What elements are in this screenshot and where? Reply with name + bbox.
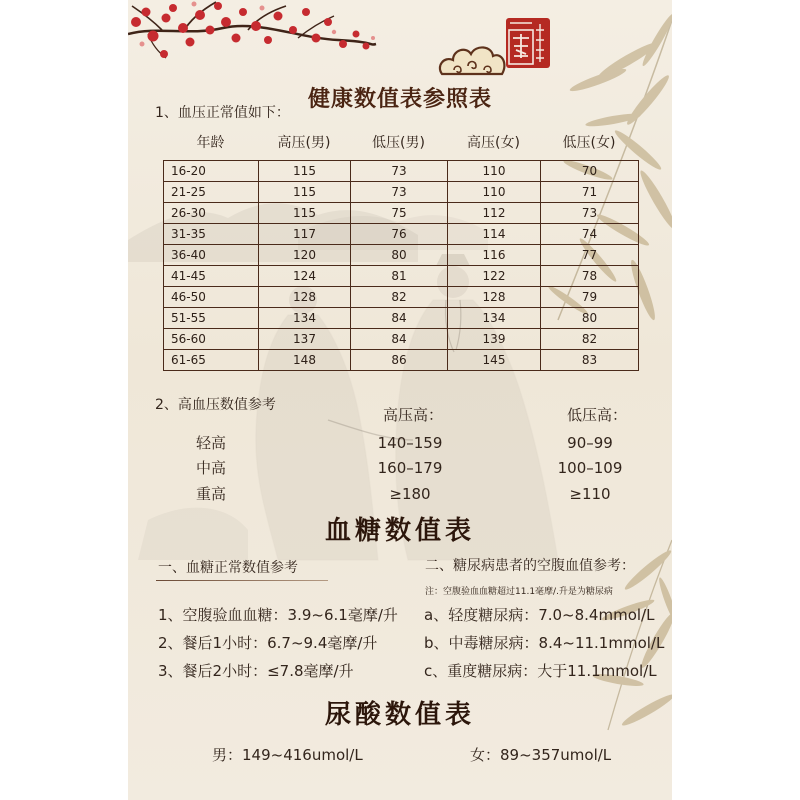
bp-value-cell: 76 xyxy=(351,224,448,245)
bp-value-cell: 145 xyxy=(448,350,541,371)
glucose-normal-heading: 一、血糖正常数值参考 xyxy=(158,560,298,576)
bp-normal-heading: 1、血压正常值如下： xyxy=(155,105,290,121)
bp-value-cell: 81 xyxy=(351,266,448,287)
hypertension-systolic: ≥180 xyxy=(389,485,431,503)
table-row xyxy=(164,224,639,245)
age-range-cell: 21-25 xyxy=(164,182,259,203)
bp-value-cell: 115 xyxy=(259,161,351,182)
bp-value-cell: 73 xyxy=(351,182,448,203)
bp-value-cell: 134 xyxy=(259,308,351,329)
bp-value-cell: 75 xyxy=(351,203,448,224)
age-range-cell: 51-55 xyxy=(164,308,259,329)
cloud-ornament-icon xyxy=(440,47,504,74)
bp-value-cell: 114 xyxy=(448,224,541,245)
bp-value-cell: 71 xyxy=(541,182,639,203)
bp-value-cell: 79 xyxy=(541,287,639,308)
table-row xyxy=(164,266,639,287)
glucose-normal-item: 1、空腹验血血糖：3.9~6.1毫摩/升 xyxy=(158,606,398,624)
hypertension-diastolic: 100–109 xyxy=(557,459,623,477)
uric-acid-male: 男：149~416umol/L xyxy=(212,746,363,764)
table-row xyxy=(164,161,639,182)
diabetes-item: c、重度糖尿病：大于11.1mmol/L xyxy=(424,662,657,680)
heading-underline xyxy=(156,580,328,581)
bp-value-cell: 82 xyxy=(541,329,639,350)
table-row xyxy=(164,329,639,350)
table-row xyxy=(164,203,639,224)
glucose-normal-item: 3、餐后2小时：≤7.8毫摩/升 xyxy=(158,662,354,680)
diabetes-heading: 二、糖尿病患者的空腹血值参考： xyxy=(425,558,635,574)
table-row xyxy=(164,308,639,329)
bp-value-cell: 139 xyxy=(448,329,541,350)
column-header-female-diastolic: 低压(女) xyxy=(562,135,616,151)
bp-value-cell: 134 xyxy=(448,308,541,329)
bp-value-cell: 116 xyxy=(448,245,541,266)
bp-value-cell: 77 xyxy=(541,245,639,266)
diabetes-item: a、轻度糖尿病：7.0~8.4mmol/L xyxy=(424,606,655,624)
systolic-high-header: 高压高： xyxy=(382,406,443,424)
table-row xyxy=(164,245,639,266)
uric-acid-female: 女：89~357umol/L xyxy=(470,746,612,764)
bp-table-body xyxy=(164,161,639,371)
bp-value-cell: 74 xyxy=(541,224,639,245)
hypertension-diastolic: ≥110 xyxy=(569,485,611,503)
bp-value-cell: 124 xyxy=(259,266,351,287)
bp-value-cell: 80 xyxy=(351,245,448,266)
column-header-female-systolic: 高压(女) xyxy=(467,135,520,151)
hypertension-heading: 2、高血压数值参考 xyxy=(155,397,276,413)
bp-value-cell: 84 xyxy=(351,329,448,350)
age-range-cell: 31-35 xyxy=(164,224,259,245)
bp-value-cell: 82 xyxy=(351,287,448,308)
age-range-cell: 16-20 xyxy=(164,161,259,182)
age-range-cell: 26-30 xyxy=(164,203,259,224)
glucose-normal-item: 2、餐后1小时：6.7~9.4毫摩/升 xyxy=(158,634,378,652)
age-range-cell: 61-65 xyxy=(164,350,259,371)
diastolic-high-header: 低压高： xyxy=(566,406,627,424)
bp-value-cell: 86 xyxy=(351,350,448,371)
bp-value-cell: 120 xyxy=(259,245,351,266)
plum-blossom-icon xyxy=(128,2,376,59)
bp-value-cell: 115 xyxy=(259,203,351,224)
table-row xyxy=(164,182,639,203)
diabetes-item: b、中毒糖尿病：8.4~11.1mmol/L xyxy=(424,634,665,652)
bp-value-cell: 73 xyxy=(351,161,448,182)
column-header-age: 年龄 xyxy=(196,135,225,151)
bp-value-cell: 84 xyxy=(351,308,448,329)
hypertension-level: 重高 xyxy=(195,485,226,503)
bp-value-cell: 137 xyxy=(259,329,351,350)
uric-acid-title: 尿酸数值表 xyxy=(324,700,475,730)
seal-stamp-icon xyxy=(506,18,550,68)
bp-table-header xyxy=(163,134,638,152)
column-header-male-diastolic: 低压(男) xyxy=(372,135,425,151)
bp-value-cell: 78 xyxy=(541,266,639,287)
age-range-cell: 46-50 xyxy=(164,287,259,308)
table-row xyxy=(164,350,639,371)
bp-value-cell: 110 xyxy=(448,182,541,203)
bp-value-cell: 148 xyxy=(259,350,351,371)
bp-value-cell: 122 xyxy=(448,266,541,287)
bp-value-cell: 112 xyxy=(448,203,541,224)
bp-value-cell: 128 xyxy=(259,287,351,308)
age-range-cell: 36-40 xyxy=(164,245,259,266)
hypertension-level: 中高 xyxy=(195,459,226,477)
hypertension-level: 轻高 xyxy=(195,434,226,452)
diabetes-note: 注：空腹验血血糖超过11.1毫摩/.升是为糖尿病 xyxy=(425,587,613,597)
bp-value-cell: 110 xyxy=(448,161,541,182)
bp-value-cell: 70 xyxy=(541,161,639,182)
bp-value-cell: 115 xyxy=(259,182,351,203)
bp-normal-table xyxy=(163,160,639,371)
age-range-cell: 41-45 xyxy=(164,266,259,287)
column-header-male-systolic: 高压(男) xyxy=(277,135,331,151)
table-row xyxy=(164,287,639,308)
hypertension-systolic: 160–179 xyxy=(377,459,443,477)
bp-value-cell: 128 xyxy=(448,287,541,308)
glucose-title: 血糖数值表 xyxy=(324,516,475,546)
bp-value-cell: 83 xyxy=(541,350,639,371)
page-title: 健康数值表参照表 xyxy=(307,87,492,112)
hypertension-diastolic: 90–99 xyxy=(567,434,613,452)
bp-value-cell: 73 xyxy=(541,203,639,224)
hypertension-systolic: 140–159 xyxy=(377,434,443,452)
age-range-cell: 56-60 xyxy=(164,329,259,350)
bp-value-cell: 117 xyxy=(259,224,351,245)
bp-value-cell: 80 xyxy=(541,308,639,329)
